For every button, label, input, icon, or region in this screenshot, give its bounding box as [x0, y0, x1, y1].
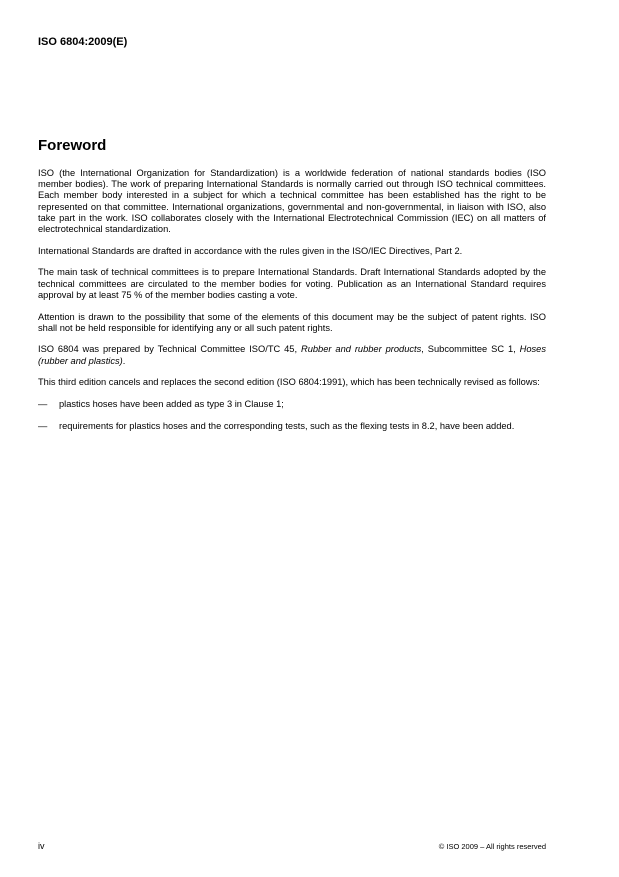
paragraph-iso-intro: ISO (the International Organization for Standardization) is a worldwide federation of national standards bodies (ISO member bodies). The work of preparing International Standards is normally carried out through ISO technical committees. Each member body interested in a subject for which a technical committee has been established has the right to be represented on that committee. International organizations, governmental and non-governmental, in liaison with ISO, also take part in the work. ISO collaborates closely with the International Electrotechnical Commission (IEC) on all matters of electrotechnical standardization.: [38, 168, 546, 235]
list-item: [38, 399, 546, 410]
page-number: iv: [38, 841, 45, 851]
paragraph-patent-notice: Attention is drawn to the possibility that some of the elements of this document may be the subject of patent rights. ISO shall not be held responsible for identifying any or all such patent rights.: [38, 311, 546, 333]
list-dash: —: [38, 420, 48, 431]
list-dash: —: [38, 399, 48, 410]
revision-list: [38, 399, 546, 432]
prepared-committee-name: Rubber and rubber products: [300, 344, 422, 355]
prepared-subcommittee-name: Hoses (rubber and plastics): [38, 344, 546, 366]
list-item-text: requirements for plastics hoses and the corresponding tests, such as the flexing tests in 8.2, have been added.: [59, 420, 515, 431]
foreword-body: [38, 168, 546, 442]
list-item: [38, 421, 546, 432]
paragraph-edition: This third edition cancels and replaces the second edition (ISO 6804:1991), which has been technically revised as follows:: [38, 377, 540, 388]
prepared-text-2: , Subcommittee SC 1,: [421, 344, 520, 355]
prepared-text-1: ISO 6804 was prepared by Technical Committee ISO/TC 45,: [38, 344, 301, 355]
copyright-notice: © ISO 2009 – All rights reserved: [438, 842, 546, 851]
document-id-header: ISO 6804:2009(E): [38, 36, 128, 48]
prepared-text-3: .: [122, 355, 126, 366]
paragraph-committee-task: The main task of technical committees is to prepare International Standards. Draft International Standards adopted by the technical committees are circulated to the member bodies for voting. Publication as an International Standard requires approval by at least 75 % of the member bodies casting a vote.: [38, 267, 546, 300]
list-item-text: plastics hoses have been added as type 3 in Clause 1;: [59, 399, 284, 410]
page-title: Foreword: [38, 137, 107, 154]
paragraph-directives: International Standards are drafted in accordance with the rules given in the ISO/IEC Directives, Part 2.: [38, 245, 463, 256]
paragraph-prepared-by: [38, 344, 546, 366]
